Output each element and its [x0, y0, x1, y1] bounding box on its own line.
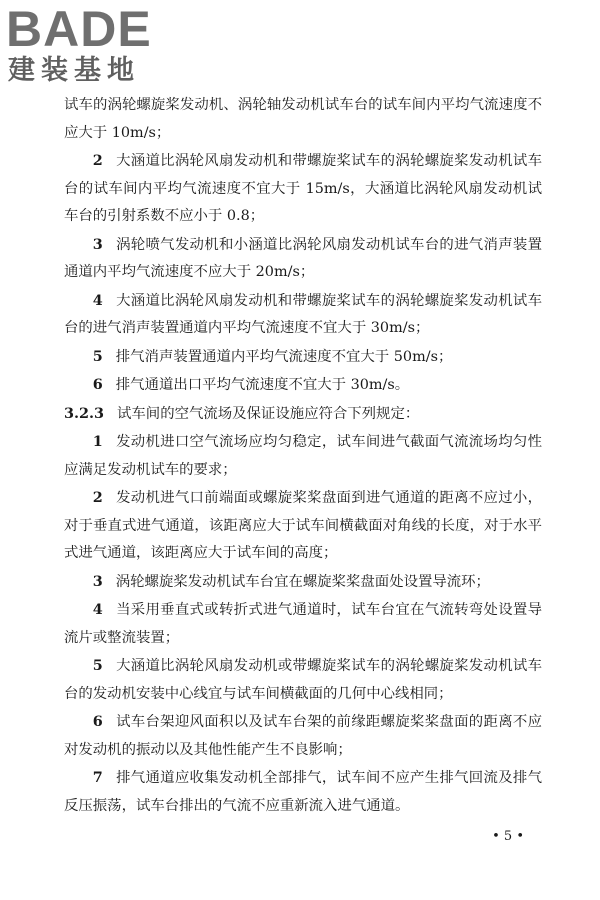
- list-item: [64, 652, 542, 708]
- list-item: [64, 708, 542, 764]
- page-number: • 5 •: [492, 829, 524, 844]
- item-text: 试车台架迎风面积以及试车台架的前缘距螺旋桨桨盘面的距离不应对发动机的振动以及其他性能产生不良影响；: [64, 714, 542, 758]
- item-text: 涡轮喷气发动机和小涵道比涡轮风扇发动机试车台的进气消声装置通道内平均气流速度不应大于 20m/s；: [64, 236, 542, 280]
- section-heading: [64, 400, 542, 429]
- item-number: 7: [92, 769, 103, 786]
- list-item: [64, 231, 542, 287]
- item-text: 大涵道比涡轮风扇发动机和带螺旋桨试车的涡轮螺旋桨发动机试车台的进气消声装置通道内平均气流速度不宜大于 30m/s；: [64, 292, 542, 336]
- item-number: 4: [92, 601, 103, 618]
- document-body: [64, 92, 542, 820]
- list-item: [64, 484, 542, 568]
- item-number: 2: [92, 489, 103, 506]
- item-number: 6: [92, 376, 103, 393]
- logo-brand: BADE: [6, 1, 152, 57]
- list-item: [64, 428, 542, 484]
- list-item: [64, 568, 542, 597]
- section-text: 试车间的空气流场及保证设施应符合下列规定：: [117, 405, 420, 422]
- item-number: 5: [92, 657, 103, 674]
- item-number: 2: [92, 152, 103, 169]
- list-item: [64, 764, 542, 820]
- item-text: 大涵道比涡轮风扇发动机或带螺旋桨试车的涡轮螺旋桨发动机试车台的发动机安装中心线宜与试车间横截面的几何中心线相同；: [64, 658, 542, 702]
- item-number: 6: [92, 713, 103, 730]
- list-item: [64, 287, 542, 343]
- item-text: 排气消声装置通道内平均气流速度不宜大于 50m/s；: [115, 348, 453, 365]
- item-number: 3: [92, 235, 103, 253]
- item-text: 当采用垂直式或转折式进气通道时，试车台宜在气流转弯处设置导流片或整流装置；: [64, 602, 542, 646]
- item-text: 排气通道出口平均气流速度不宜大于 30m/s。: [115, 377, 410, 393]
- item-number: 5: [92, 347, 103, 365]
- item-text: 发动机进口空气流场应均匀稳定，试车间进气截面气流流场均匀性应满足发动机试车的要求；: [64, 434, 542, 478]
- bade-logo: [6, 1, 186, 88]
- list-item: [64, 147, 542, 231]
- list-item: [64, 343, 542, 372]
- list-item: [64, 371, 542, 400]
- logo-subtitle: 建装基地: [8, 55, 140, 86]
- item-number: 4: [92, 291, 103, 309]
- intro-paragraph: 试车的涡轮螺旋桨发动机、涡轮轴发动机试车台的试车间内平均气流速度不应大于 10m/s；: [64, 97, 542, 141]
- item-text: 发动机进气口前端面或螺旋桨桨盘面到进气通道的距离不应过小，对于垂直式进气通道，该距离应大于试车间横截面对角线的长度，对于水平式进气通道，该距离应大于试车间的高度；: [64, 490, 542, 561]
- item-text: 排气通道应收集发动机全部排气，试车间不应产生排气回流及排气反压振荡，试车台排出的气流不应重新流入进气通道。: [64, 770, 542, 814]
- section-number: 3.2.3: [64, 404, 105, 422]
- item-number: 3: [92, 572, 103, 590]
- item-text: 大涵道比涡轮风扇发动机和带螺旋桨试车的涡轮螺旋桨发动机试车台的试车间内平均气流速度不宜大于 15m/s，大涵道比涡轮风扇发动机试车台的引射系数不应小于 0.8；: [64, 153, 542, 224]
- list-item: [64, 596, 542, 652]
- item-text: 涡轮螺旋桨发动机试车台宜在螺旋桨桨盘面处设置导流环；: [115, 573, 490, 590]
- item-number: 1: [92, 433, 103, 450]
